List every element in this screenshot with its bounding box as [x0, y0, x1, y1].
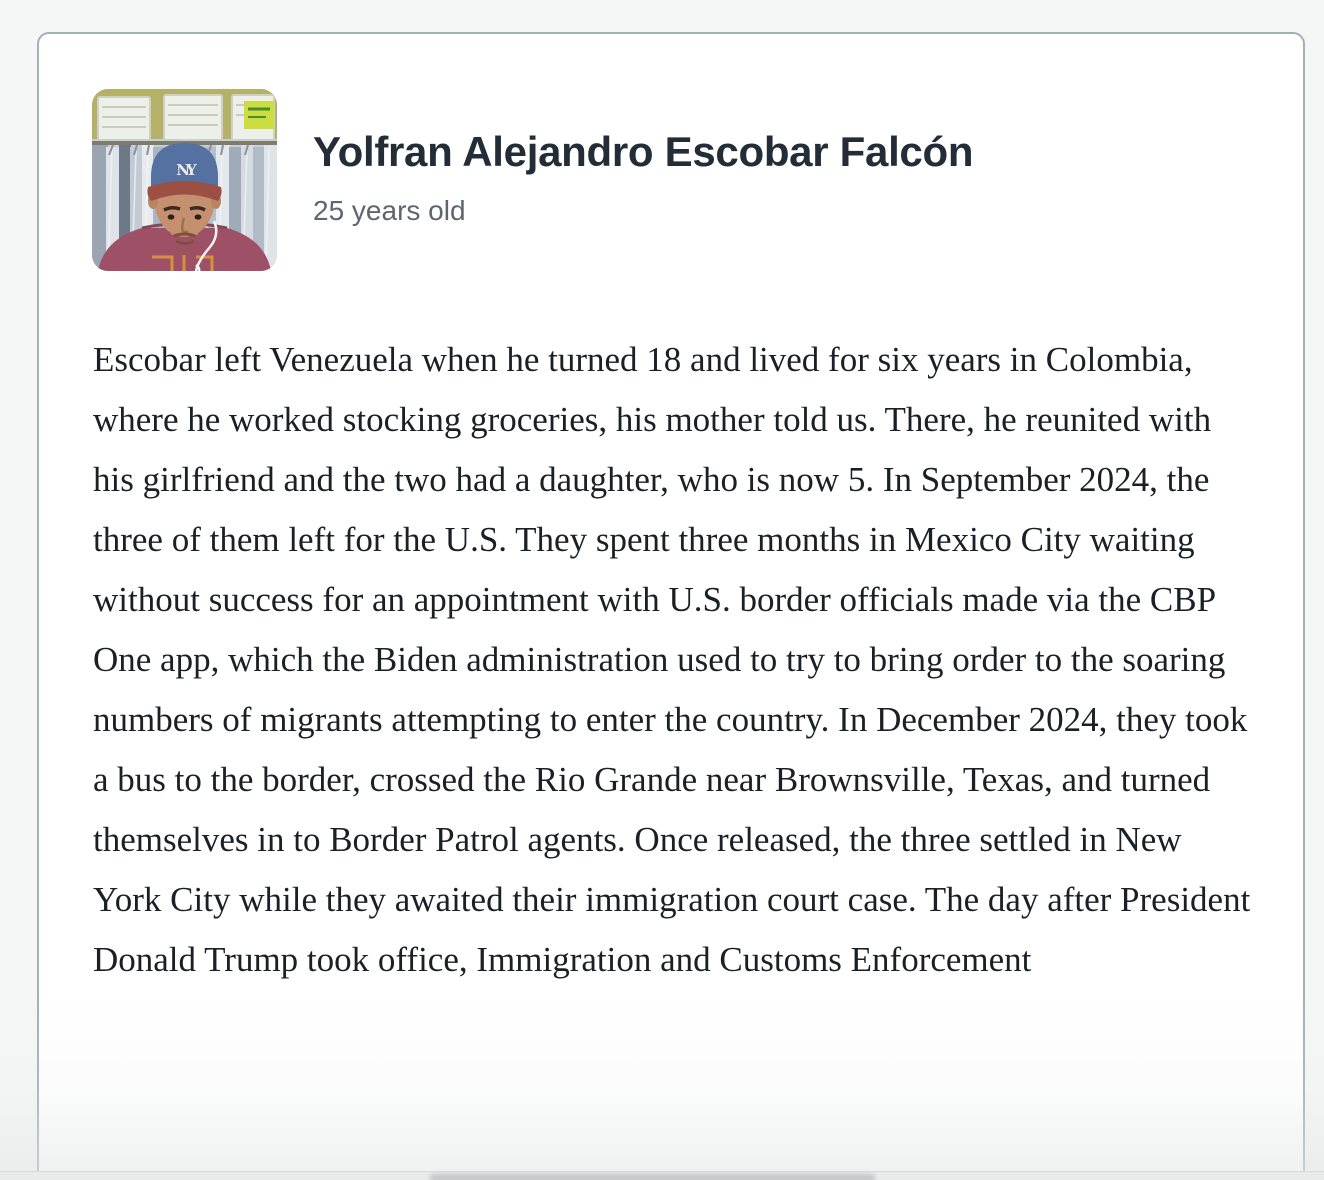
article-paragraph: Escobar left Venezuela when he turned 18 and lived for six years in Colombia, where he worked stocking groceries, his mother told us. There, he reunited with his girlfriend and the two had a daughter, who is now 5. In September 2024, the three of them left for the U.S. They spent three months in Mexico City waiting without success for an appointment with U.S. border officials made via the CBP One app, which the Biden administration used to try to bring order to the soaring numbers of migrants attempting to enter the country. In December 2024, they took a bus to the border, crossed the Rio Grande near Brownsville, Texas, and turned themselves in to Border Patrol agents. Once released, the three settled in New York City while they awaited their immigration court case. The day after President Donald Trump took office, Immigration and Customs Enforcement — [93, 340, 1251, 979]
profile-card — [37, 32, 1305, 1180]
person-age: 25 years old — [313, 195, 466, 226]
below-fold-element-shadow — [430, 1174, 875, 1180]
wall-sign — [244, 101, 274, 129]
svg-text:NY: NY — [176, 161, 193, 179]
profile-photo-illustration — [92, 89, 277, 271]
person-name: Yolfran Alejandro Escobar Falcón — [313, 128, 974, 175]
profile-photo — [92, 89, 277, 271]
